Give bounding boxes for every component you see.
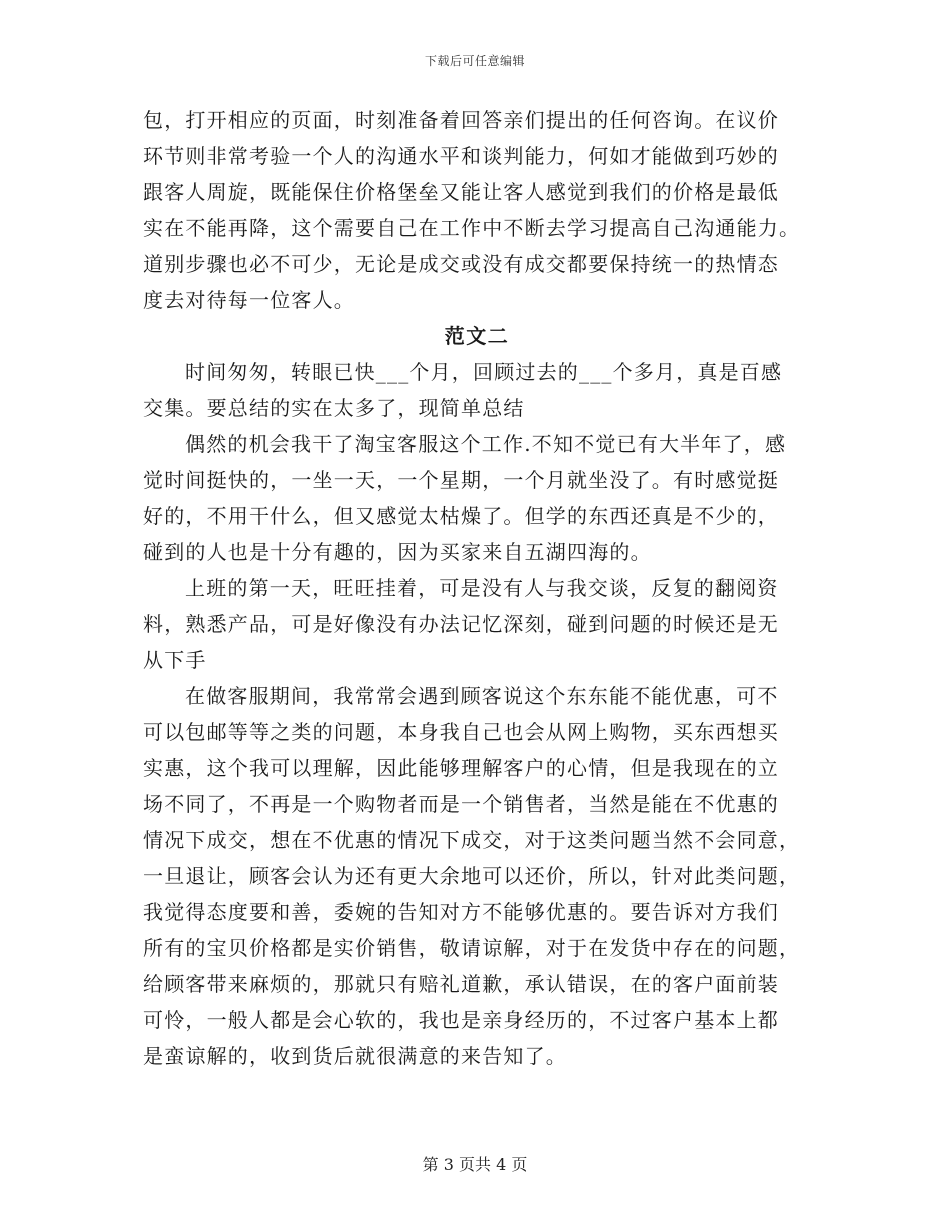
- text-line: 可以包邮等等之类的问题，本身我自己也会从网上购物，买东西想买: [143, 720, 779, 744]
- text-line: 时间匆匆，转眼已快___个月，回顾过去的___个多月，真是百感: [185, 360, 783, 384]
- text-line: 道别步骤也必不可少，无论是成交或没有成交都要保持统一的热情态: [143, 252, 779, 276]
- text-line: 跟客人周旋，既能保住价格堡垒又能让客人感觉到我们的价格是最低: [143, 180, 779, 204]
- text-line: 好的，不用干什么，但又感觉太枯燥了。但学的东西还真是不少的，: [143, 504, 779, 528]
- text-line: 在做客服期间，我常常会遇到顾客说这个东东能不能优惠，可不: [185, 684, 779, 708]
- document-body: [143, 102, 811, 1074]
- text-line: 我觉得态度要和善，委婉的告知对方不能够优惠的。要告诉对方我们: [143, 900, 779, 924]
- section-heading: 范文二: [444, 324, 510, 348]
- text-line: 偶然的机会我干了淘宝客服这个工作.不知不觉已有大半年了，感: [185, 432, 787, 456]
- page-footer: 第 3 页共 4 页: [422, 1155, 528, 1174]
- text-line: 给顾客带来麻烦的，那就只有赔礼道歉，承认错误，在的客户面前装: [143, 972, 779, 996]
- text-line: 料，熟悉产品，可是好像没有办法记忆深刻，碰到问题的时候还是无: [143, 612, 779, 636]
- text-line: 交集。要总结的实在太多了，现简单总结: [143, 396, 525, 420]
- text-line: 从下手: [143, 648, 207, 672]
- text-line: 所有的宝贝价格都是实价销售，敬请谅解，对于在发货中存在的问题，: [143, 936, 801, 960]
- page-header: 下载后可任意编辑: [424, 54, 525, 68]
- text-line: 环节则非常考验一个人的沟通水平和谈判能力，何如才能做到巧妙的: [143, 144, 779, 168]
- text-line: 可怜，一般人都是会心软的，我也是亲身经历的，不过客户基本上都: [143, 1008, 779, 1032]
- text-line: 上班的第一天，旺旺挂着，可是没有人与我交谈，反复的翻阅资: [185, 576, 779, 600]
- text-line: 情况下成交，想在不优惠的情况下成交，对于这类问题当然不会同意，: [143, 828, 801, 852]
- text-line: 度去对待每一位客人。: [143, 288, 355, 312]
- text-line: 场不同了，不再是一个购物者而是一个销售者，当然是能在不优惠的: [143, 792, 779, 816]
- text-line: 实惠，这个我可以理解，因此能够理解客户的心情，但是我现在的立: [143, 756, 779, 780]
- text-line: 一旦退让，顾客会认为还有更大余地可以还价，所以，针对此类问题，: [143, 864, 801, 888]
- text-line: 实在不能再降，这个需要自己在工作中不断去学习提高自己沟通能力。: [143, 216, 801, 240]
- text-line: 是蛮谅解的，收到货后就很满意的来告知了。: [143, 1044, 567, 1068]
- text-line: 觉时间挺快的，一坐一天，一个星期，一个月就坐没了。有时感觉挺: [143, 468, 779, 492]
- text-line: 碰到的人也是十分有趣的，因为买家来自五湖四海的。: [143, 540, 652, 564]
- text-line: 包，打开相应的页面，时刻准备着回答亲们提出的任何咨询。在议价: [143, 108, 779, 132]
